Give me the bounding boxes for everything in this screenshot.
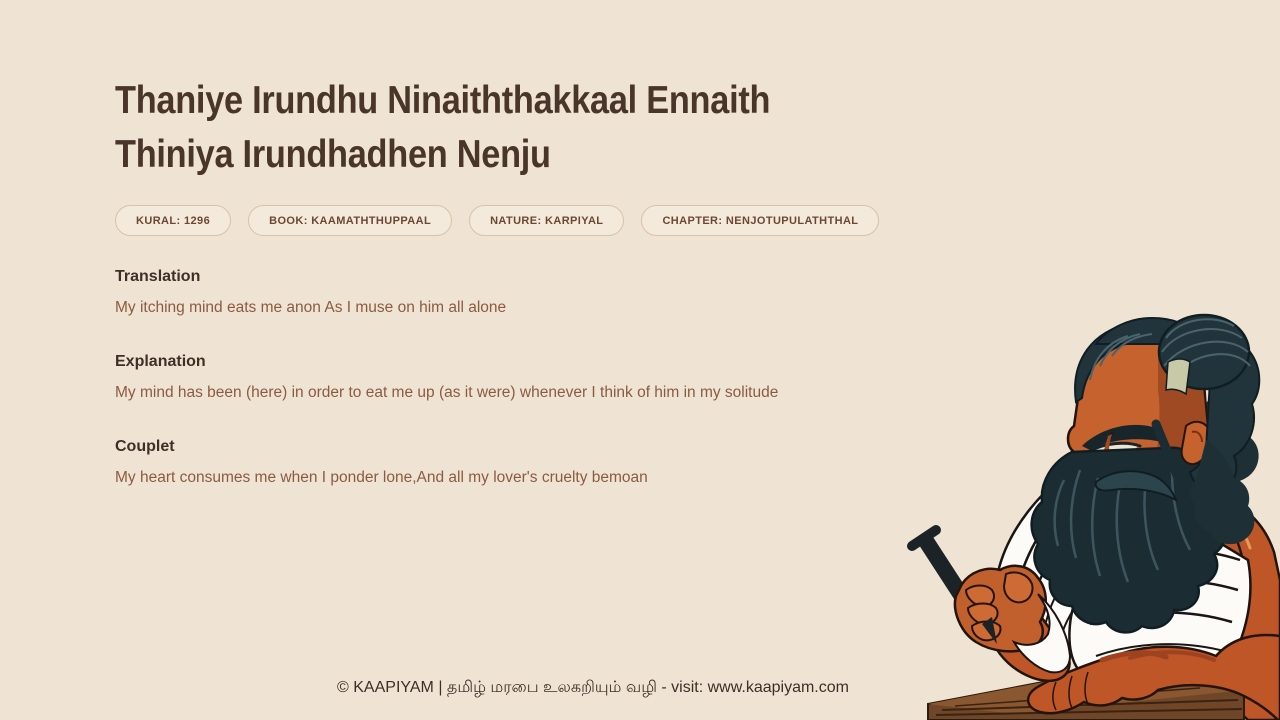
page-title-line-2: Thiniya Irundhadhen Nenju xyxy=(115,133,551,176)
footer-credit: © KAAPIYAM | தமிழ் மரபை உலகறியும் வழி - visit: www.kaapiyam.com xyxy=(337,679,849,696)
kural-meta-badges xyxy=(115,205,879,236)
kural-sections xyxy=(115,268,935,523)
page-title-line-1: Thaniye Irundhu Ninaiththakkaal Ennaith xyxy=(115,79,771,122)
translation-heading: Translation xyxy=(115,268,201,285)
translation-text: My itching mind eats me anon As I muse on him all alone xyxy=(115,299,507,316)
translation-section xyxy=(115,268,935,317)
badge-book[interactable]: BOOK: KAAMATHTHUPPAAL xyxy=(248,205,452,236)
explanation-section xyxy=(115,353,935,402)
explanation-text: My mind has been (here) in order to eat me up (as it were) whenever I think of him in my solitude xyxy=(115,384,779,401)
thiruvalluvar-illustration xyxy=(900,310,1280,720)
couplet-section xyxy=(115,438,935,487)
badge-kural-number[interactable]: KURAL: 1296 xyxy=(115,205,231,236)
badge-chapter[interactable]: CHAPTER: NENJOTUPULATHTHAL xyxy=(641,205,879,236)
hair-tie xyxy=(1166,359,1190,394)
couplet-text: My heart consumes me when I ponder lone,And all my lover's cruelty bemoan xyxy=(115,469,648,486)
explanation-heading: Explanation xyxy=(115,353,206,370)
badge-nature[interactable]: NATURE: KARPIYAL xyxy=(469,205,624,236)
couplet-heading: Couplet xyxy=(115,438,175,455)
page-title xyxy=(115,74,860,182)
